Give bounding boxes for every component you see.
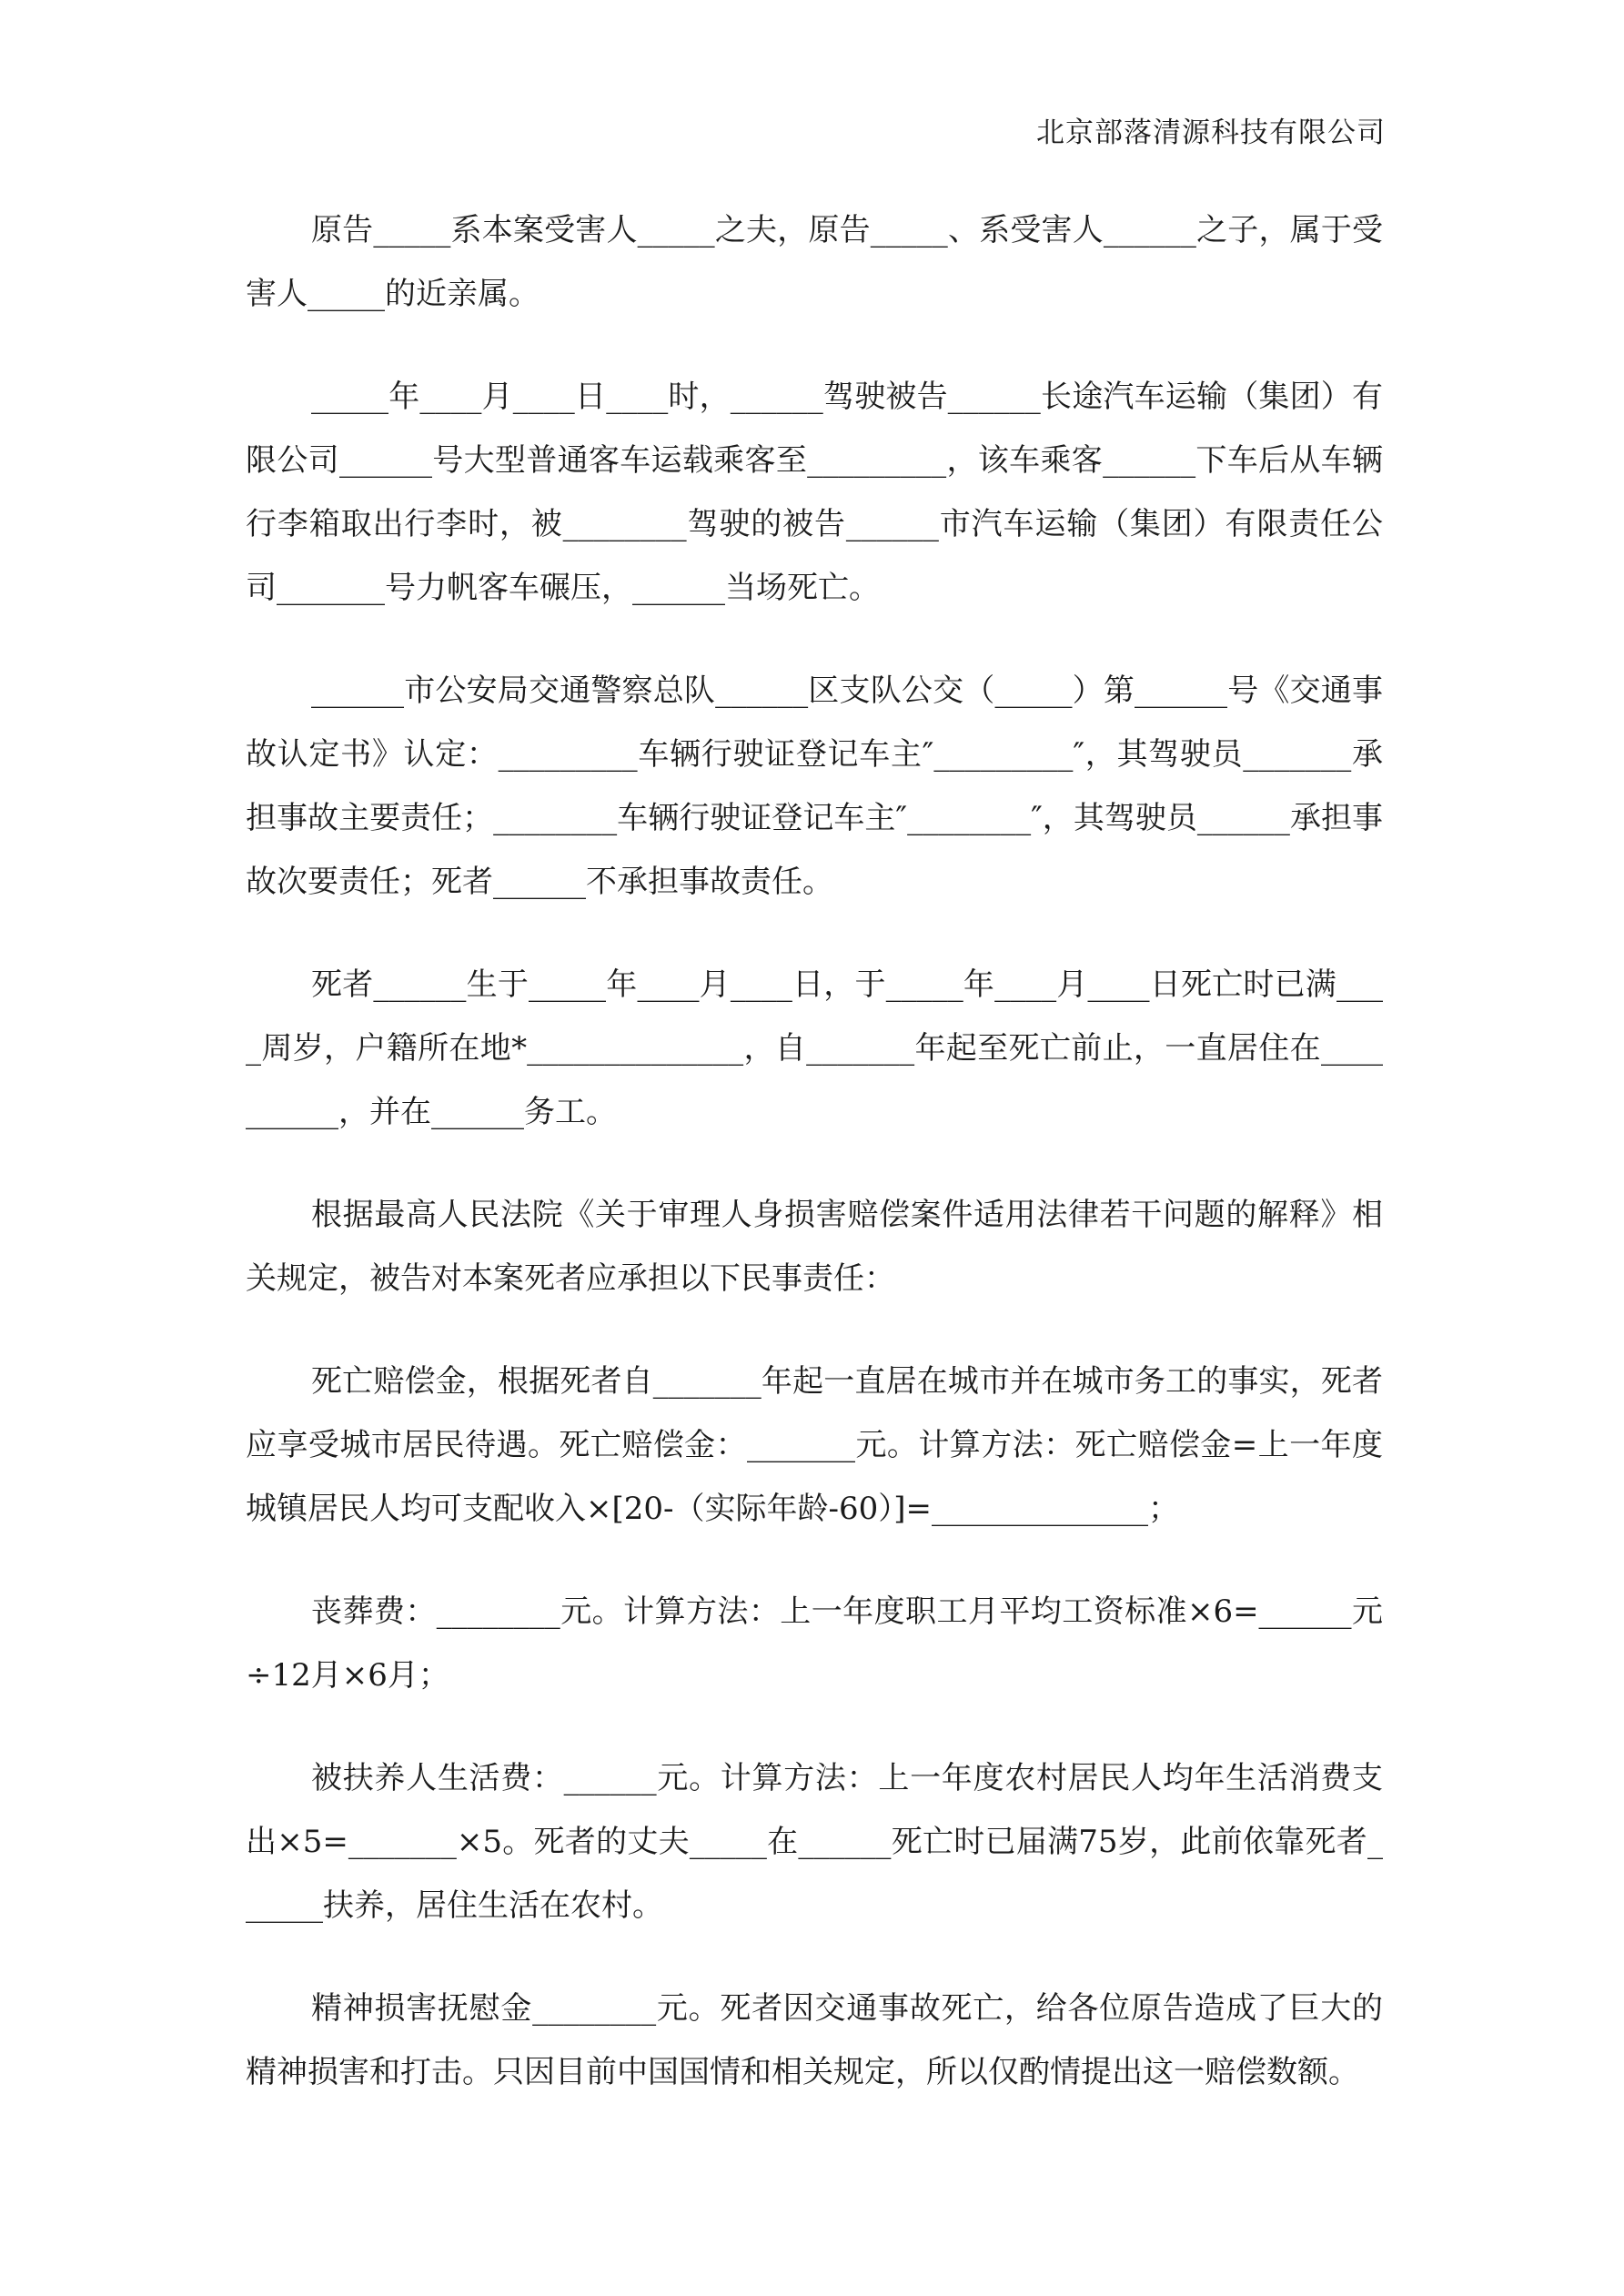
paragraph-liability-determination: ______市公安局交通警察总队______区支队公交（_____）第______号《交通事故认定书》认定：_________车辆行驶证登记车主″_________″，其驾驶员_______承担事故主要责任；________车辆行驶证登记车主″________″，其驾驶员______承担事故次要责任；死者______不承担事故责任。: [246, 673, 1383, 900]
paragraph-dependent-living-expenses: 被扶养人生活费：______元。计算方法：上一年度农村居民人均年生活消费支出×5=_______×5。死者的丈夫_____在______死亡时已届满75岁，此前依靠死者______扶养，居住生活在农村。: [246, 1760, 1383, 1924]
paragraph-mental-damage-compensation: 精神损害抚慰金________元。死者因交通事故死亡，给各位原告造成了巨大的精神损害和打击。只因目前中国国情和相关规定，所以仅酌情提出这一赔偿数额。: [246, 1990, 1383, 2090]
paragraph-deceased-info: 死者______生于_____年____月____日，于_____年____月____日死亡时已满____周岁，户籍所在地*______________，自_______年起至死亡前止，一直居住在__________，并在______务工。: [246, 966, 1383, 1130]
paragraph-accident-facts: _____年____月____日____时，______驾驶被告______长途汽车运输（集团）有限公司______号大型普通客车运载乘客至_________，该车乘客______下车后从车辆行李箱取出行李时，被________驾驶的被告______市汽车运输（集团）有限责任公司_______号力帆客车碾压，______当场死亡。: [246, 379, 1383, 606]
paragraph-death-compensation: 死亡赔偿金，根据死者自_______年起一直居在城市并在城市务工的事实，死者应享受城市居民待遇。死亡赔偿金：_______元。计算方法：死亡赔偿金=上一年度城镇居民人均可支配收入×[20-（实际年龄-60）]=______________；: [246, 1363, 1383, 1527]
paragraph-legal-basis: 根据最高人民法院《关于审理人身损害赔偿案件适用法律若干问题的解释》相关规定，被告对本案死者应承担以下民事责任：: [246, 1197, 1383, 1297]
paragraph-funeral-expenses: 丧葬费：________元。计算方法：上一年度职工月平均工资标准×6=______元÷12月×6月；: [246, 1593, 1383, 1694]
document-body: [246, 198, 1383, 2143]
company-header: 北京部落清源科技有限公司: [1036, 116, 1386, 149]
paragraph-plaintiffs: 原告_____系本案受害人_____之夫，原告_____、系受害人______之子，属于受害人_____的近亲属。: [246, 212, 1383, 312]
